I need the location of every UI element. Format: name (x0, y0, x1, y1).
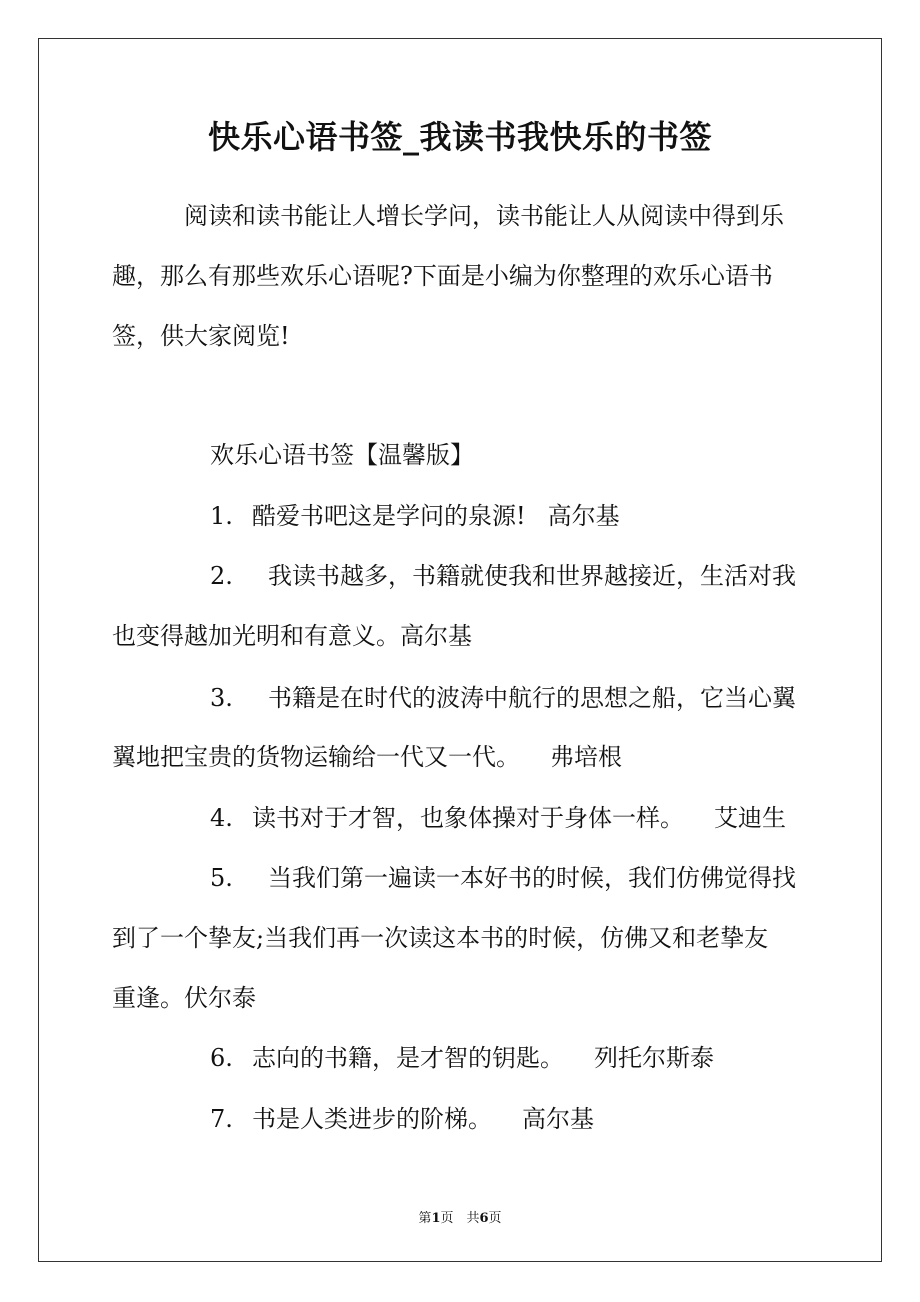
page-title: 快乐心语书签_我读书我快乐的书签 (207, 118, 712, 156)
quote-text: 书籍是在时代的波涛中航行的思想之船，它当心翼 (268, 684, 796, 712)
quote-number: 5. (210, 864, 233, 892)
quote-author: 高尔基 (522, 1105, 594, 1133)
quote-2-continued: 也变得越加光明和有意义。高尔基 (112, 622, 472, 650)
intro-line-1: 阅读和读书能让人增长学问，读书能让人从阅读中得到乐 (184, 202, 784, 230)
quote-author: 列托尔斯泰 (594, 1044, 714, 1072)
quote-text: 读书对于才智，也象体操对于身体一样。 (252, 804, 684, 832)
footer-page-number: 1 (431, 1211, 441, 1226)
quote-number: 7. (210, 1105, 233, 1133)
section-heading: 欢乐心语书签【温馨版】 (210, 441, 474, 469)
intro-line-3: 签，供大家阅览! (112, 322, 290, 350)
quote-5-continued-2: 重逢。伏尔泰 (112, 984, 256, 1012)
quote-number: 4. (210, 804, 233, 832)
quote-1 (210, 500, 620, 532)
quote-5-continued: 到了一个挚友;当我们再一次读这本书的时候，仿佛又和老挚友 (112, 924, 769, 952)
quote-author: 弗培根 (550, 743, 622, 771)
footer-total-pages: 6 (479, 1211, 489, 1226)
quote-author: 艾迪生 (714, 804, 786, 832)
quote-text: 我读书越多，书籍就使我和世界越接近，生活对我 (268, 562, 796, 590)
quote-author: 高尔基 (547, 502, 620, 530)
footer-suffix: 页 (488, 1211, 502, 1226)
quote-text: 酷爱书吧这是学问的泉源! (252, 502, 526, 530)
footer-mid: 页 共 (440, 1211, 480, 1226)
quote-7 (210, 1103, 594, 1135)
footer-prefix: 第 (418, 1211, 432, 1226)
quote-text: 志向的书籍，是才智的钥匙。 (252, 1044, 564, 1072)
quote-4 (210, 802, 786, 834)
quote-number: 2. (210, 562, 233, 590)
quote-3-continued (112, 741, 622, 773)
quote-3 (210, 682, 796, 714)
quote-6 (210, 1042, 714, 1074)
quote-2 (210, 560, 796, 592)
quote-text: 书是人类进步的阶梯。 (252, 1105, 492, 1133)
quote-number: 6. (210, 1044, 233, 1072)
page-footer (0, 1207, 920, 1226)
intro-line-2: 趣，那么有那些欢乐心语呢?下面是小编为你整理的欢乐心语书 (112, 262, 773, 290)
quote-5 (210, 862, 796, 894)
quote-number: 3. (210, 684, 233, 712)
quote-text: 翼地把宝贵的货物运输给一代又一代。 (112, 743, 520, 771)
quote-text: 当我们第一遍读一本好书的时候，我们仿佛觉得找 (268, 864, 796, 892)
quote-number: 1. (210, 502, 233, 530)
